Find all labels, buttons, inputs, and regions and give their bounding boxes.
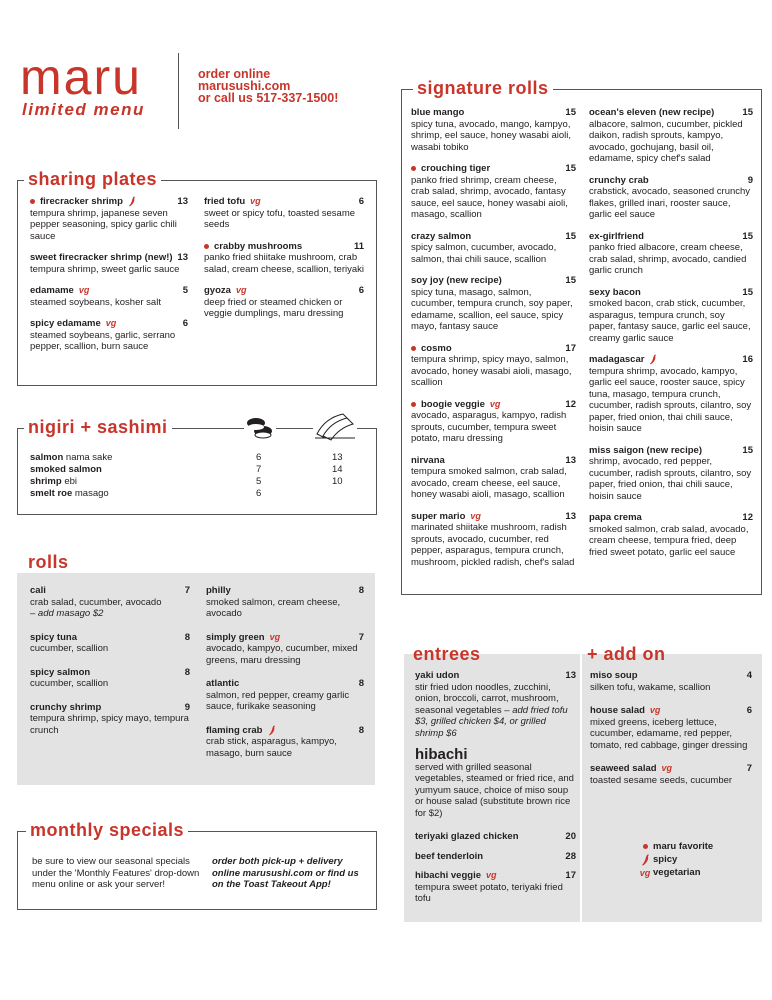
roll-name-row [206, 585, 364, 597]
roll-item [206, 678, 364, 713]
signature-roll-item [411, 343, 576, 389]
signature-roll-desc [411, 175, 576, 221]
signature-roll-name: miss saigon (new recipe) [589, 444, 702, 456]
roll-price: 7 [184, 585, 190, 596]
roll-name: cali [30, 585, 46, 596]
nigiri-price: 5 [256, 476, 262, 487]
roll-item [206, 632, 364, 667]
dot-icon [411, 166, 416, 171]
signature-roll-item [411, 107, 576, 153]
signature-roll-name: crazy salmon [411, 230, 472, 242]
specials-right-text: order both pick-up + delivery online marusushi.com or find us on the Toast Takeout App! [212, 856, 359, 890]
vg-icon: vg [269, 631, 281, 642]
sharing-name-row [30, 196, 188, 208]
chili-icon [128, 196, 136, 207]
signature-roll-name-row [589, 512, 753, 524]
signature-roll-desc-text: spicy salmon, cucumber, avocado, salmon, thai chili sauce, scallion [411, 242, 557, 265]
signature-roll-price: 15 [742, 107, 753, 118]
roll-desc-text: tempura shrimp, spicy mayo, tempura crunch [30, 713, 189, 736]
signature-roll-desc [411, 410, 576, 445]
signature-roll-price: 9 [747, 174, 753, 186]
signature-roll-desc-text: smoked bacon, crab stick, cucumber, asparagus, tempura crunch, soy paper, fantasy sauce, garlic eel sauce, creamy garlic sauce [589, 298, 751, 344]
sharing-desc [204, 208, 364, 231]
signature-roll-item [589, 512, 753, 558]
signature-roll-name-row [589, 445, 753, 457]
roll-price: 8 [184, 631, 190, 643]
dot-icon [643, 844, 648, 849]
legend-spicy-label: spicy [653, 854, 678, 865]
nigiri-name: smelt roe [30, 488, 73, 499]
sharing-desc-text: steamed soybeans, kosher salt [30, 296, 161, 308]
signature-roll-desc-text: avocado, asparagus, kampyo, radish sprouts, cucumber, tempura sweet potato, maru dressing [411, 410, 567, 444]
hibachi-name-row [415, 870, 576, 882]
signature-roll-price: 13 [565, 510, 576, 522]
roll-name-row [30, 632, 190, 644]
signature-roll-name-row [589, 287, 753, 299]
signature-roll-item [411, 511, 576, 569]
sharing-name-row [30, 318, 188, 330]
signature-roll-name-row [411, 455, 576, 467]
hibachi-price: 28 [565, 850, 576, 862]
header-divider [178, 53, 179, 129]
sharing-name-row [204, 196, 364, 208]
signature-roll-desc [589, 119, 753, 165]
sharing-name: fried tofu [204, 196, 246, 207]
addon-desc-text: mixed greens, iceberg lettuce, cucumber, edamame, red pepper, tomato, red cabbage, ginger dressing [590, 716, 748, 751]
menu-tagline: limited menu [22, 100, 145, 119]
hibachi-desc: served with grilled seasonal vegetables, steamed or fried rice, and yumyum sauce, choice of miso soup or house salad (substitute brown rice for $2) [415, 761, 574, 819]
sharing-item [204, 241, 364, 276]
rolls-right-column [206, 585, 364, 771]
nigiri-jp-name: ebi [64, 476, 78, 487]
nigiri-row [30, 488, 408, 500]
signature-roll-desc-text: shrimp, avocado, red pepper, cucumber, radish sprouts, cilantro, soy paper, fried onion, thai chili sauce, hoisin sauce [589, 456, 752, 502]
roll-desc-text: salmon, red pepper, creamy garlic sauce, furikake seasoning [206, 689, 350, 712]
signature-roll-name-row [411, 231, 576, 243]
signature-roll-name: nirvana [411, 454, 445, 466]
roll-desc-text: cucumber, scallion [30, 678, 109, 689]
signature-roll-desc-text: smoked salmon, crab salad, avocado, cream cheese, tempura fried, deep fried sweet potato, garlic eel sauce [589, 523, 749, 558]
addon-name-row [590, 705, 752, 717]
roll-name: flaming crab [206, 724, 263, 736]
entrees-title: entrees [413, 644, 481, 664]
sharing-desc [30, 297, 188, 309]
signature-roll-price: 17 [565, 342, 576, 354]
signature-roll-name: ex-girlfriend [589, 230, 644, 242]
signature-roll-name-row [411, 343, 576, 355]
signature-roll-price: 12 [742, 512, 753, 524]
legend [637, 840, 713, 879]
vg-icon: vg [105, 318, 117, 329]
entree-name: yaki udon [415, 670, 460, 681]
sharing-item [204, 196, 364, 231]
nigiri-icon [244, 413, 276, 443]
signature-roll-name: madagascar [589, 354, 645, 366]
hibachi-name-row [415, 831, 576, 843]
signature-roll-item [589, 175, 753, 221]
signature-roll-name: sexy bacon [589, 286, 641, 298]
sharing-left-column [30, 196, 188, 363]
addon-item [590, 705, 752, 751]
signature-roll-name-row [411, 275, 576, 287]
signature-roll-name-row [411, 163, 576, 175]
chili-icon [268, 725, 276, 736]
sharing-desc-text: sweet or spicy tofu, toasted sesame seeds [204, 207, 356, 230]
roll-name-row [30, 667, 190, 679]
hibachi-name-row [415, 851, 576, 863]
roll-desc [206, 643, 364, 666]
legend-favorite-label: maru favorite [653, 841, 714, 852]
sharing-name: gyoza [204, 285, 231, 296]
addon-name-row [590, 670, 752, 682]
roll-desc [30, 597, 190, 620]
legend-favorite [637, 840, 713, 853]
sashimi-price: 13 [332, 452, 343, 463]
nigiri-list [30, 452, 408, 500]
signature-roll-price: 15 [742, 230, 753, 242]
signature-roll-item [411, 455, 576, 501]
signature-roll-price: 15 [565, 230, 576, 242]
signature-roll-desc [411, 466, 576, 501]
signature-roll-item [589, 231, 753, 277]
addon-desc-text: silken tofu, wakame, scallion [590, 681, 711, 693]
sharing-price: 6 [358, 196, 364, 207]
entree-desc-text: stir fried udon noodles, zucchini, onion, broccoli, carrot, mushroom, seasonal vegetables [415, 681, 559, 716]
sharing-desc [30, 330, 188, 353]
signature-roll-price: 15 [565, 275, 576, 286]
addon-price: 4 [746, 670, 752, 681]
addon-title: + add on [587, 644, 666, 664]
signature-roll-item [589, 445, 753, 503]
signature-roll-price: 15 [742, 286, 753, 298]
roll-note: – add masago $2 [30, 608, 104, 619]
signature-roll-desc [411, 522, 576, 568]
vg-icon: vg [470, 510, 481, 521]
sharing-name-row [204, 285, 364, 297]
entree-item [415, 670, 576, 739]
roll-desc [206, 597, 364, 620]
hibachi-name: teriyaki glazed chicken [415, 831, 519, 842]
addon-desc [590, 717, 752, 752]
signature-roll-item [589, 354, 753, 435]
roll-item [30, 702, 190, 737]
roll-price: 8 [358, 585, 364, 596]
roll-name: simply green [206, 631, 265, 643]
sharing-price: 6 [182, 318, 188, 330]
signature-roll-name: blue mango [411, 107, 465, 118]
roll-desc [30, 643, 190, 655]
entree-desc [415, 682, 576, 740]
sharing-item [30, 196, 188, 242]
signature-roll-desc [589, 242, 753, 277]
nigiri-price: 6 [256, 488, 262, 499]
signature-roll-desc-text: tempura shrimp, avocado, kampyo, garlic eel sauce, rooster sauce, spicy tuna, masago, tempura crunch, cucumber, radish sprouts, cilantro, soy paper, fried onion, thai chili sauce, hoisin sauce [589, 365, 752, 435]
nigiri-name: salmon [30, 452, 64, 463]
sharing-name: sweet firecracker shrimp (new!) [30, 252, 173, 264]
roll-price: 9 [184, 701, 190, 713]
roll-desc [30, 713, 190, 736]
signature-roll-name: boogie veggie [421, 398, 485, 410]
signature-roll-name: cosmo [421, 342, 452, 354]
sharing-name: edamame [30, 285, 74, 297]
roll-name: atlantic [206, 678, 240, 689]
roll-price: 8 [184, 666, 190, 678]
roll-name: spicy tuna [30, 631, 77, 643]
roll-desc [206, 736, 364, 759]
sharing-desc-text: tempura shrimp, sweet garlic sauce [30, 263, 180, 275]
legend-spicy [637, 853, 713, 866]
addon-desc [590, 682, 752, 694]
vg-icon: vg [489, 398, 501, 409]
signature-roll-desc-text: tempura shrimp, spicy mayo, salmon, avocado, honey wasabi aioli, masago, scallion [411, 354, 572, 388]
entree-addon-note: – add fried tofu $3, grilled chicken $4, or grilled shrimp $6 [415, 704, 568, 739]
roll-desc-text: smoked salmon, cream cheese, avocado [206, 596, 341, 619]
signature-roll-price: 13 [565, 454, 576, 466]
signature-roll-desc [589, 456, 753, 502]
nigiri-row [30, 464, 408, 476]
sashimi-price: 14 [332, 464, 343, 475]
addon-column [590, 670, 752, 798]
signature-roll-desc-text: panko fried albacore, cream cheese, crab salad, shrimp, avocado, candied garlic crunch [589, 242, 747, 276]
signature-roll-name: papa crema [589, 512, 642, 524]
sharing-item [30, 252, 188, 275]
brand-logo: maru [20, 49, 142, 105]
hibachi-desc [415, 882, 576, 905]
sharing-name-row [30, 285, 188, 297]
nigiri-name: smoked salmon [30, 464, 102, 475]
addon-name-row [590, 763, 752, 775]
contact-block [198, 68, 338, 104]
roll-desc [206, 690, 364, 713]
roll-name-row [30, 702, 190, 714]
vg-icon: vg [235, 285, 247, 295]
nigiri-title: nigiri + sashimi [24, 417, 172, 437]
sashimi-price [332, 488, 408, 500]
signature-roll-desc-text: spicy tuna, avocado, mango, kampyo, shrimp, eel sauce, honey wasabi aioli, wasabi tobiko [411, 118, 572, 153]
signature-roll-item [411, 231, 576, 266]
dot-icon [411, 402, 416, 407]
vg-icon: vg [639, 867, 651, 878]
sharing-plates-title: sharing plates [24, 169, 161, 189]
sharing-desc [30, 208, 188, 243]
rolls-left-column [30, 585, 190, 748]
signature-roll-price: 15 [565, 163, 576, 174]
roll-name-row [206, 678, 364, 690]
sharing-name-row [30, 252, 188, 264]
chili-icon [641, 854, 650, 866]
legend-vegetarian-label: vegetarian [653, 867, 701, 878]
signature-title: signature rolls [413, 78, 553, 98]
signature-roll-desc [411, 119, 576, 154]
roll-item [30, 585, 190, 620]
dot-icon [204, 244, 209, 249]
signature-roll-desc [589, 524, 753, 559]
sharing-name: crabby mushrooms [214, 240, 303, 252]
phone-text: or call us 517-337-1500! [198, 91, 339, 105]
hibachi-item [415, 831, 576, 843]
sharing-price: 6 [358, 285, 364, 296]
sharing-desc-text: panko fried shiitake mushroom, crab salad, cream cheese, scallion, teriyaki [204, 252, 364, 275]
nigiri-row [30, 476, 408, 488]
signature-left-column [411, 107, 576, 578]
hibachi-name: beef tenderloin [415, 850, 484, 862]
sharing-name: firecracker shrimp [40, 196, 123, 208]
dot-icon [30, 199, 35, 204]
signature-roll-name: crunchy crab [589, 174, 649, 186]
hibachi-price: 17 [565, 870, 576, 881]
signature-roll-desc [589, 366, 753, 435]
signature-roll-item [411, 275, 576, 333]
signature-roll-name: soy joy (new recipe) [411, 275, 502, 286]
nigiri-row [30, 452, 408, 464]
addon-price: 6 [746, 705, 752, 716]
roll-desc [30, 678, 190, 690]
legend-vegetarian [637, 866, 713, 879]
roll-desc-text: crab stick, asparagus, kampyo, masago, burn sauce [206, 736, 337, 759]
roll-desc-text: avocado, kampyo, cucumber, mixed greens, maru dressing [206, 643, 358, 666]
signature-roll-item [411, 163, 576, 221]
sharing-price: 13 [177, 196, 188, 207]
roll-name: philly [206, 585, 231, 596]
addon-price: 7 [746, 763, 752, 774]
sharing-desc-text: deep fried or steamed chicken or veggie dumplings, maru dressing [204, 296, 344, 319]
nigiri-jp-name: masago [74, 488, 109, 499]
signature-roll-name-row [411, 399, 576, 411]
sharing-item [30, 285, 188, 308]
sharing-price: 13 [177, 252, 188, 264]
sharing-item [30, 318, 188, 353]
sharing-item [204, 285, 364, 320]
roll-item [206, 725, 364, 760]
signature-roll-desc-text: panko fried shrimp, cream cheese, crab salad, shrimp, avocado, fantasy sauce, eel sauce, honey wasabi aioli, masago, scallion [411, 174, 568, 220]
sharing-right-column [204, 196, 364, 330]
roll-name-row [30, 585, 190, 597]
roll-price: 8 [358, 724, 364, 736]
signature-roll-price: 16 [742, 354, 753, 365]
signature-right-column [589, 107, 753, 568]
sharing-desc [204, 297, 364, 320]
signature-roll-price: 15 [565, 107, 576, 118]
sashimi-icon [313, 410, 357, 442]
signature-roll-name-row [411, 107, 576, 119]
nigiri-name: shrimp [30, 476, 62, 487]
roll-item [30, 632, 190, 655]
signature-roll-desc [411, 287, 576, 333]
roll-price: 8 [358, 678, 364, 689]
addon-desc-text: toasted sesame seeds, cucumber [590, 774, 733, 786]
vg-icon: vg [486, 870, 497, 880]
signature-roll-item [411, 399, 576, 445]
sharing-desc-text: tempura shrimp, japanese seven pepper seasoning, spicy garlic chili sauce [30, 207, 177, 242]
roll-name-row [206, 725, 364, 737]
signature-roll-desc-text: crabstick, avocado, seasoned crunchy flakes, grilled inari, rooster sauce, garlic eel sauce [589, 186, 751, 220]
hibachi-item [415, 851, 576, 863]
addon-desc [590, 775, 752, 787]
signature-roll-name-row [411, 511, 576, 523]
roll-price: 7 [358, 631, 364, 643]
sharing-name: spicy edamame [30, 318, 101, 330]
dot-icon [411, 346, 416, 351]
vg-icon: vg [649, 705, 661, 715]
addon-item [590, 670, 752, 693]
order-online-text: order online [198, 67, 271, 81]
signature-roll-desc-text: marinated shiitake mushroom, radish sprouts, avocado, cucumber, red pepper, asparagus, tempura crunch, mushroom, pickled radish, chef's salad [411, 522, 575, 568]
signature-roll-name-row [589, 107, 753, 119]
entree-price: 13 [565, 670, 576, 681]
signature-roll-price: 12 [565, 398, 576, 410]
nigiri-price: 7 [256, 464, 262, 475]
addon-item [590, 763, 752, 786]
sharing-desc [204, 252, 364, 275]
website-link[interactable]: marusushi.com [198, 79, 291, 93]
addon-name: house salad [590, 705, 645, 716]
chili-icon [649, 354, 657, 365]
signature-roll-item [589, 287, 753, 345]
signature-roll-desc [589, 186, 753, 221]
signature-roll-desc [411, 242, 576, 265]
sharing-desc-text: steamed soybeans, garlic, serrano pepper, scallion, burn sauce [30, 329, 176, 353]
addon-name: miso soup [590, 670, 638, 681]
signature-roll-name-row [589, 231, 753, 243]
specials-title: monthly specials [26, 820, 188, 840]
hibachi-item [415, 870, 576, 905]
vg-icon: vg [78, 285, 90, 296]
signature-roll-desc-text: spicy tuna, masago, salmon, cucumber, tempura crunch, soy paper, edamame, scallion, eel sauce, spicy mayo, fantasy sauce [411, 286, 573, 332]
vg-icon: vg [250, 196, 261, 206]
signature-roll-name-row [589, 354, 753, 366]
entrees-column [415, 670, 576, 913]
roll-desc-text: cucumber, scallion [30, 643, 109, 654]
vg-icon: vg [661, 763, 673, 773]
signature-roll-name-row [589, 175, 753, 187]
roll-item [206, 585, 364, 620]
sharing-price: 5 [182, 285, 188, 297]
hibachi-desc-text: tempura sweet potato, teriyaki fried tofu [415, 881, 563, 904]
nigiri-price: 6 [256, 452, 262, 463]
hibachi-price: 20 [565, 831, 576, 842]
signature-roll-name: super mario [411, 510, 466, 522]
sashimi-price: 10 [332, 476, 343, 487]
signature-roll-price: 15 [742, 444, 753, 456]
roll-desc-text: crab salad, cucumber, avocado [30, 596, 162, 608]
roll-name: spicy salmon [30, 666, 91, 678]
hibachi-name: hibachi veggie [415, 870, 481, 881]
entree-name-row [415, 670, 576, 682]
signature-roll-name: crouching tiger [421, 163, 491, 174]
signature-roll-desc-text: albacore, salmon, cucumber, pickled daikon, radish sprouts, kampyo, avocado, gochujang, basil oil, edamame, spicy chef's salad [589, 118, 743, 164]
roll-item [30, 667, 190, 690]
hibachi-title: hibachi [415, 746, 468, 763]
sharing-desc [30, 264, 188, 276]
signature-roll-desc [589, 298, 753, 344]
addon-name: seaweed salad [590, 763, 657, 774]
nigiri-jp-name: nama sake [65, 452, 113, 463]
specials-left-text: be sure to view our seasonal specials under the 'Monthly Features' drop-down menu online or ask your server! [32, 856, 200, 890]
rolls-title: rolls [28, 552, 69, 572]
signature-roll-name: ocean's eleven (new recipe) [589, 107, 715, 118]
sharing-name-row [204, 241, 364, 253]
signature-roll-desc [411, 354, 576, 389]
roll-name-row [206, 632, 364, 644]
sharing-price: 11 [353, 240, 364, 252]
roll-name: crunchy shrimp [30, 701, 102, 713]
hibachi-list [415, 831, 576, 905]
signature-roll-desc-text: tempura smoked salmon, crab salad, avocado, cream cheese, eel sauce, honey wasabi aioli, masago, scallion [411, 466, 567, 500]
signature-roll-item [589, 107, 753, 165]
